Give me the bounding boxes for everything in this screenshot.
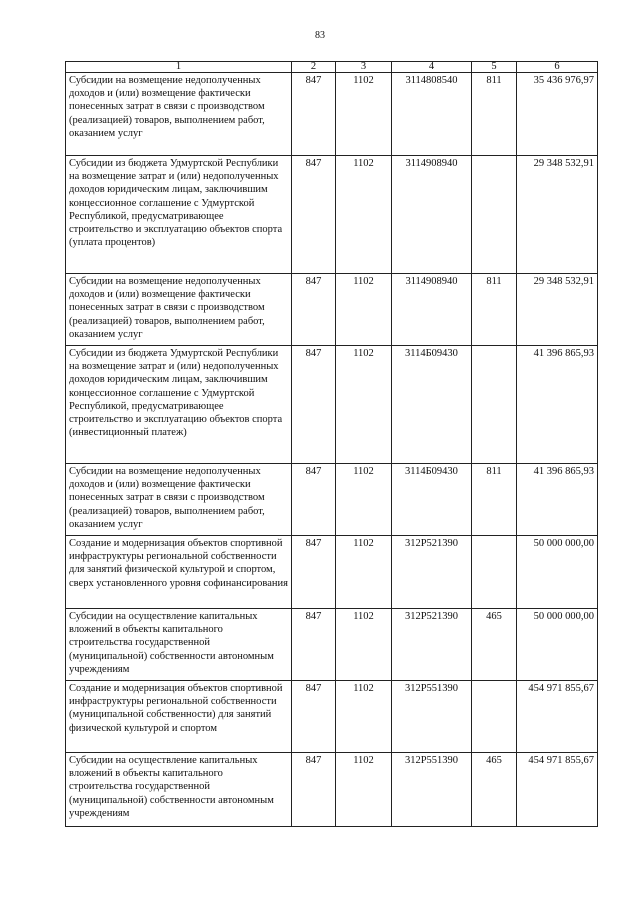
table-row: [66, 753, 598, 827]
row-col3: 1102: [336, 464, 392, 536]
row-col2: 847: [292, 681, 336, 753]
row-amount: 50 000 000,00: [517, 536, 598, 609]
row-col2: 847: [292, 274, 336, 346]
row-col5: [472, 346, 517, 464]
row-col3: 1102: [336, 681, 392, 753]
row-name: Субсидии на осуществление капитальных вложений в объекты капитального строительства государственной (муниципальной) собственности автономным учреждениям: [66, 753, 292, 827]
row-col2: 847: [292, 609, 336, 681]
table-row: [66, 681, 598, 753]
header-col-6: 6: [517, 62, 598, 73]
row-col3: 1102: [336, 274, 392, 346]
row-name: Субсидии из бюджета Удмуртской Республики на возмещение затрат и (или) недополученных доходов юридическим лицам, заключившим концессионное соглашение с Удмуртской Республикой, предусматривающее строительство и эксплуатацию объектов спорта (инвестиционный платеж): [66, 346, 292, 464]
table-body: [66, 73, 598, 827]
table-row: [66, 156, 598, 274]
header-col-3: 3: [336, 62, 392, 73]
header-col-2: 2: [292, 62, 336, 73]
row-name: Субсидии из бюджета Удмуртской Республики на возмещение затрат и (или) недополученных доходов юридическим лицам, заключившим концессионное соглашение с Удмуртской Республикой, предусматривающее строительство и эксплуатацию объектов спорта (уплата процентов): [66, 156, 292, 274]
row-amount: 454 971 855,67: [517, 753, 598, 827]
header-col-4: 4: [392, 62, 472, 73]
row-col4: 3114808540: [392, 73, 472, 156]
row-col4: 312P551390: [392, 681, 472, 753]
table-row: [66, 274, 598, 346]
row-amount: 41 396 865,93: [517, 464, 598, 536]
row-col2: 847: [292, 73, 336, 156]
row-col5: [472, 536, 517, 609]
budget-table: [65, 61, 598, 827]
row-col3: 1102: [336, 609, 392, 681]
row-name: Субсидии на возмещение недополученных доходов и (или) возмещение фактически понесенных затрат в связи с производством (реализацией) товаров, выполнением работ, оказанием услуг: [66, 274, 292, 346]
table-row: [66, 536, 598, 609]
row-name: Создание и модернизация объектов спортивной инфраструктуры региональной собственности (муниципальной собственности) для занятий физической культурой и спортом: [66, 681, 292, 753]
row-col5: 811: [472, 73, 517, 156]
row-amount: 41 396 865,93: [517, 346, 598, 464]
row-col5: 465: [472, 609, 517, 681]
row-amount: 35 436 976,97: [517, 73, 598, 156]
table-row: [66, 464, 598, 536]
row-amount: 50 000 000,00: [517, 609, 598, 681]
row-amount: 29 348 532,91: [517, 156, 598, 274]
row-col3: 1102: [336, 73, 392, 156]
row-col5: 811: [472, 464, 517, 536]
row-col4: 312P521390: [392, 609, 472, 681]
header-col-5: 5: [472, 62, 517, 73]
row-col5: [472, 681, 517, 753]
row-name: Субсидии на осуществление капитальных вложений в объекты капитального строительства государственной (муниципальной) собственности автономным учреждениям: [66, 609, 292, 681]
row-col5: [472, 156, 517, 274]
row-amount: 454 971 855,67: [517, 681, 598, 753]
row-col4: 3114908940: [392, 274, 472, 346]
row-col2: 847: [292, 753, 336, 827]
row-col3: 1102: [336, 753, 392, 827]
row-col2: 847: [292, 464, 336, 536]
table-row: [66, 609, 598, 681]
row-col3: 1102: [336, 346, 392, 464]
row-col4: 3114Б09430: [392, 464, 472, 536]
row-col5: 811: [472, 274, 517, 346]
row-amount: 29 348 532,91: [517, 274, 598, 346]
row-name: Создание и модернизация объектов спортивной инфраструктуры региональной собственности для занятий физической культурой и спортом, сверх установленного уровня софинансирования: [66, 536, 292, 609]
row-col4: 312P521390: [392, 536, 472, 609]
row-name: Субсидии на возмещение недополученных доходов и (или) возмещение фактически понесенных затрат в связи с производством (реализацией) товаров, выполнением работ, оказанием услуг: [66, 464, 292, 536]
row-col3: 1102: [336, 156, 392, 274]
table-row: [66, 73, 598, 156]
row-col2: 847: [292, 346, 336, 464]
row-col4: 3114908940: [392, 156, 472, 274]
row-col2: 847: [292, 536, 336, 609]
row-col3: 1102: [336, 536, 392, 609]
row-col4: 3114Б09430: [392, 346, 472, 464]
row-col5: 465: [472, 753, 517, 827]
header-row: [66, 62, 598, 73]
page-number: 83: [315, 30, 325, 41]
row-col2: 847: [292, 156, 336, 274]
row-col4: 312P551390: [392, 753, 472, 827]
header-col-1: 1: [66, 62, 292, 73]
table-header: [66, 62, 598, 73]
table-row: [66, 346, 598, 464]
row-name: Субсидии на возмещение недополученных доходов и (или) возмещение фактически понесенных затрат в связи с производством (реализацией) товаров, выполнением работ, оказанием услуг: [66, 73, 292, 156]
